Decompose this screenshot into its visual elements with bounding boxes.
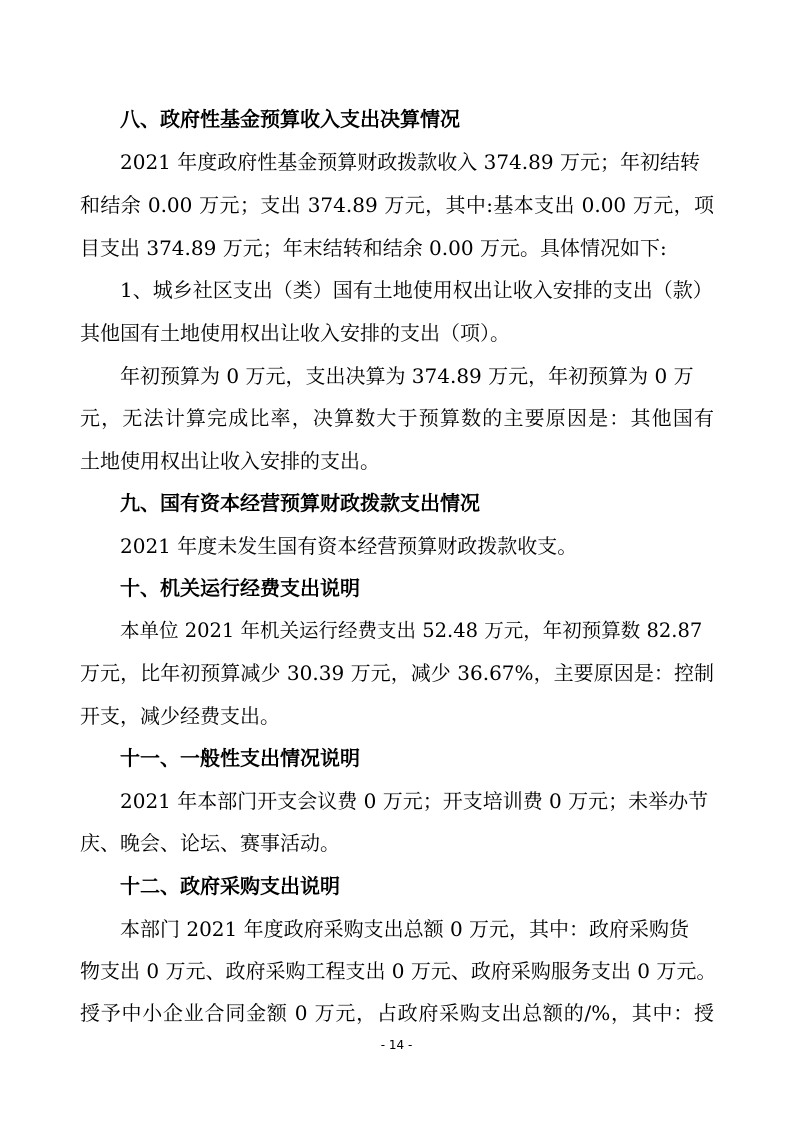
section-heading-8: 八、政府性基金预算收入支出决算情况 (120, 107, 460, 131)
paragraph-line: 和结余 0.00 万元；支出 374.89 万元，其中:基本支出 0.00 万元，项 (80, 193, 714, 217)
section-heading-10: 十、机关运行经费支出说明 (120, 576, 360, 600)
paragraph-line: 2021 年本部门开支会议费 0 万元；开支培训费 0 万元；未举办节 (120, 789, 709, 813)
paragraph-line: 本单位 2021 年机关运行经费支出 52.48 万元，年初预算数 82.87 (120, 619, 703, 642)
paragraph-line: 庆、晚会、论坛、赛事活动。 (80, 831, 340, 855)
section-heading-11: 十一、一般性支出情况说明 (120, 746, 360, 770)
paragraph-line: 开支，减少经费支出。 (80, 704, 280, 728)
paragraph-line: 土地使用权出让收入安排的支出。 (80, 449, 380, 473)
paragraph-line: 其他国有土地使用权出让收入安排的支出（项）。 (80, 321, 510, 345)
paragraph-line: 元，无法计算完成比率，决算数大于预算数的主要原因是：其他国有 (80, 406, 714, 430)
paragraph-line: 2021 年度政府性基金预算财政拨款收入 374.89 万元；年初结转 (120, 150, 700, 174)
paragraph-line: 目支出 374.89 万元；年末结转和结余 0.00 万元。具体情况如下: (80, 236, 667, 260)
paragraph-line: 物支出 0 万元、政府采购工程支出 0 万元、政府采购服务支出 0 万元。 (80, 959, 717, 983)
paragraph-line: 万元，比年初预算减少 30.39 万元，减少 36.67%，主要原因是：控制 (80, 661, 714, 685)
section-heading-9: 九、国有资本经营预算财政拨款支出情况 (120, 491, 480, 515)
paragraph-line: 授予中小企业合同金额 0 万元，占政府采购支出总额的/%，其中：授 (80, 1001, 714, 1025)
paragraph-line: 年初预算为 0 万元，支出决算为 374.89 万元，年初预算为 0 万 (120, 364, 694, 388)
paragraph-line: 2021 年度未发生国有资本经营预算财政拨款收支。 (120, 534, 578, 558)
paragraph-line: 本部门 2021 年度政府采购支出总额 0 万元，其中：政府采购货 (120, 917, 690, 941)
section-heading-12: 十二、政府采购支出说明 (120, 874, 340, 898)
paragraph-line: 1、城乡社区支出（类）国有土地使用权出让收入安排的支出（款） (120, 278, 713, 302)
page-number: - 14 - (380, 1038, 413, 1052)
